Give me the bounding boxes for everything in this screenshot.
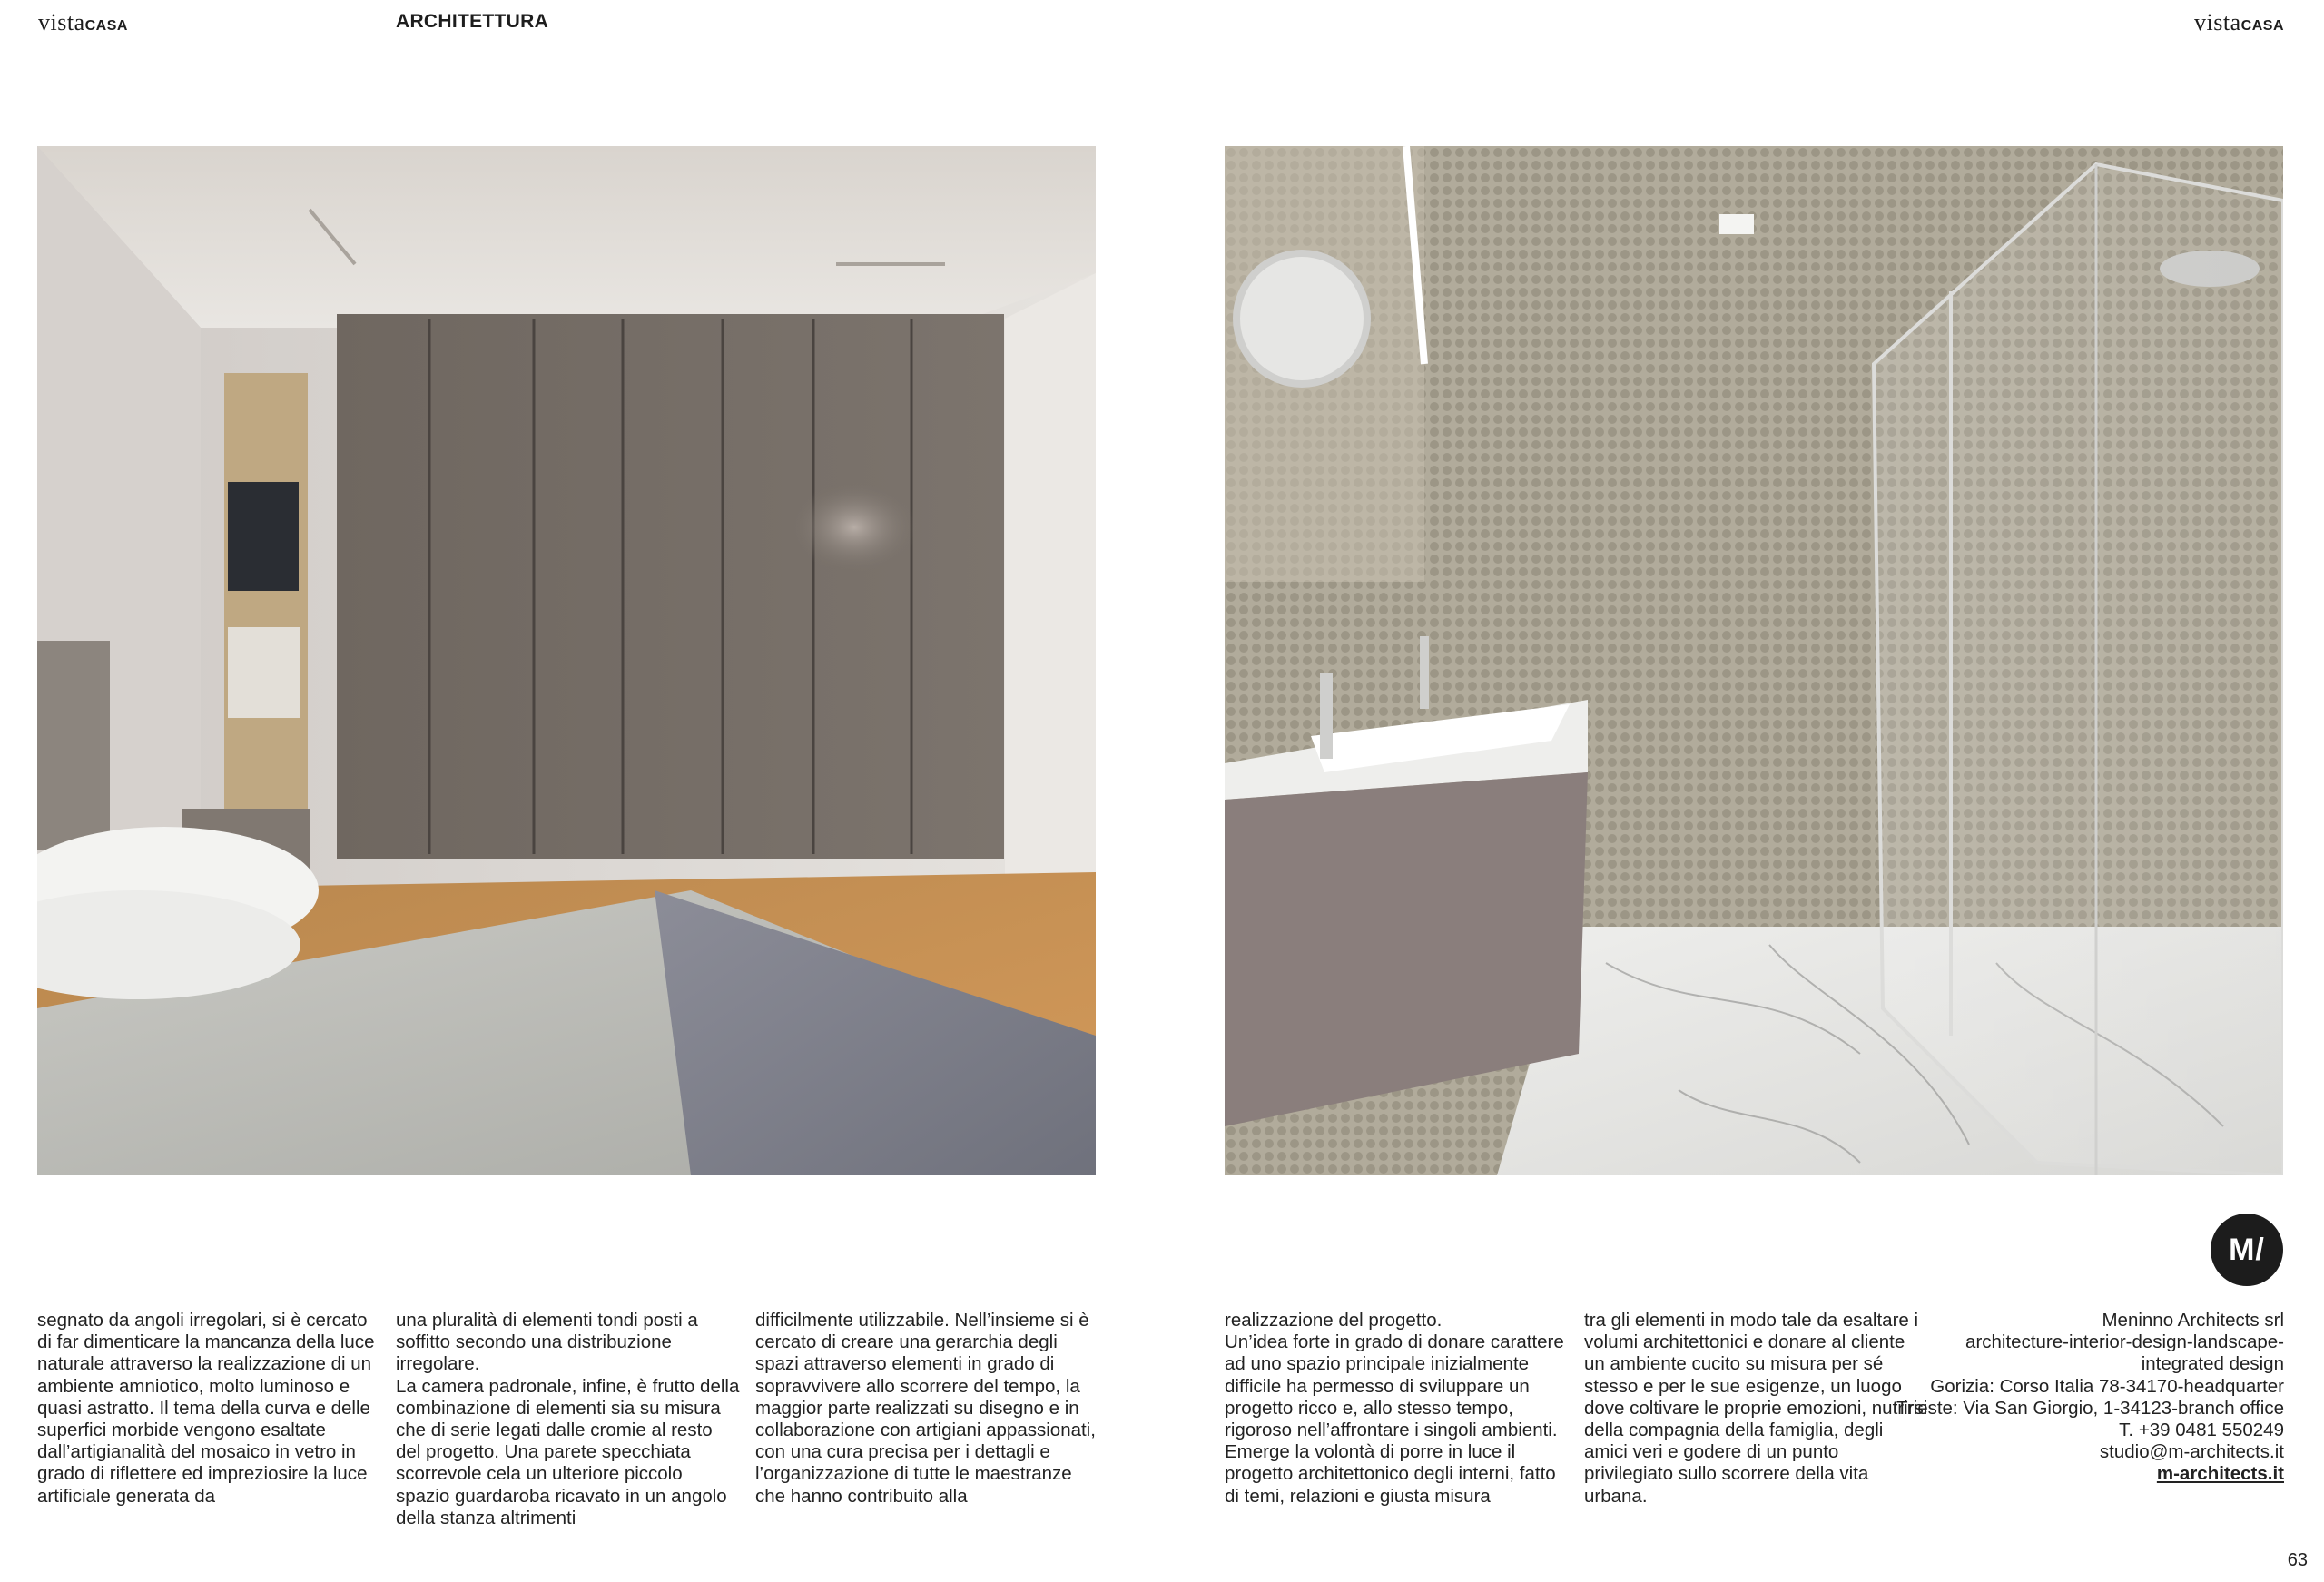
- credit-line-discipline: architecture-interior-design-landscape-: [1965, 1331, 2284, 1353]
- text-column-4: [1225, 1310, 1570, 1508]
- page-number: 63: [2287, 1550, 2308, 1570]
- credit-line-gorizia: Gorizia: Corso Italia 78-34170-headquarter: [1930, 1375, 2284, 1397]
- column-1-text: segnato da angoli irregolari, si è cercato di far dimenticare la mancanza della luce naturale attraverso la realizzazione di un ambiente amniotico, molto luminoso e quasi astratto. Il tema della curva e delle superfici morbide vengono esaltate dall’artigianalità del mosaico in vetro in grado di riflettere ed impreziosire la luce artificiale generata da: [37, 1310, 375, 1507]
- website-link[interactable]: m-architects.it: [2156, 1463, 2284, 1485]
- credit-line-discipline-2: integrated design: [2141, 1353, 2284, 1375]
- column-4-text: realizzazione del progetto. Un’idea forte in grado di donare carattere ad uno spazio principale inizialmente difficile ha permesso di sviluppare un progetto ricco e, allo stesso tempo, rigoroso nell’affrontare i singoli ambienti. Emerge la volontà di porre in luce il progetto architettonico degli interni, fatto di temi, relazioni e giusta misura: [1225, 1310, 1564, 1507]
- column-3-text: difficilmente utilizzabile. Nell’insieme si è cercato di creare una gerarchia degli spazi attraverso elementi in grado di sopravvivere allo scorrere del tempo, la maggior parte realizzati su disegno e in collaborazione con artigiani appassionati, con una cura precisa per i dettagli e l’organizzazione di tutte le maestranze che hanno contribuito alla: [755, 1310, 1096, 1507]
- text-column-2: [396, 1310, 741, 1529]
- studio-logo-badge: M/: [2211, 1214, 2283, 1286]
- credit-line-trieste: Trieste: Via San Giorgio, 1-34123-branch office: [1896, 1397, 2284, 1419]
- bedroom-illustration: [37, 146, 1096, 1175]
- magazine-logo-left: [38, 9, 128, 36]
- column-5-text: tra gli elementi in modo tale da esaltare i volumi architettonici e donare al cliente un ambiente cucito su misura per sé stesso e per le sue esigenze, un luogo dove coltivare le proprie emozioni, nutrirsi della compagnia della famiglia, degli amici veri e godere di un punto privilegiato sullo scorrere della vita urbana.: [1584, 1310, 1928, 1507]
- studio-credits: [1896, 1310, 2284, 1486]
- logo-vista: vista: [2194, 9, 2241, 35]
- credit-line-phone: T. +39 0481 550249: [2119, 1420, 2284, 1441]
- logo-casa: CASA: [2240, 18, 2284, 34]
- logo-vista: vista: [38, 9, 85, 35]
- section-title: ARCHITETTURA: [396, 11, 549, 32]
- text-column-1: [37, 1310, 382, 1508]
- bathroom-photo: [1225, 146, 2283, 1175]
- credit-line-company: Meninno Architects srl: [2102, 1310, 2284, 1331]
- logo-casa: CASA: [84, 18, 128, 34]
- text-column-3: [755, 1310, 1100, 1508]
- column-2-text: una pluralità di elementi tondi posti a soffitto secondo una distribuzione irregolare. La camera padronale, infine, è frutto della combinazione di elementi sia su misura che di serie legati dalle cromie al resto del progetto. Una parete specchiata scorrevole cela un ulteriore piccolo spazio guardaroba ricavato in un angolo della stanza altrimenti: [396, 1310, 740, 1528]
- magazine-logo-right: [2194, 9, 2284, 36]
- credit-line-email[interactable]: studio@m-architects.it: [2099, 1441, 2284, 1463]
- text-column-5: [1584, 1310, 1929, 1508]
- bedroom-photo: [37, 146, 1096, 1175]
- bathroom-illustration: [1225, 146, 2283, 1175]
